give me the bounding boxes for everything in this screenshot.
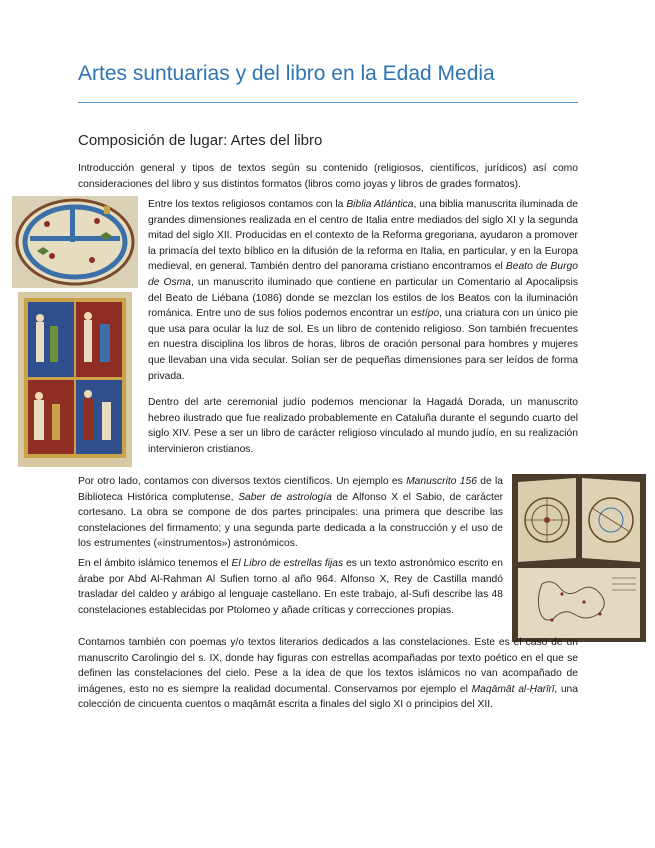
section-heading: Composición de lugar: Artes del libro bbox=[78, 132, 323, 149]
beato-burgo-osma-title: Beato de Burgo de Osma bbox=[148, 261, 578, 288]
libro-estrellas-fijas-title: El Libro de estrellas fijas bbox=[231, 558, 344, 569]
scientific-texts-paragraph bbox=[78, 474, 503, 552]
religious-text-1: Entre los textos religiosos contamos con la bbox=[148, 199, 347, 210]
maqamat-title: Maqāmāt al-Ḥarīrī bbox=[471, 683, 555, 695]
manuscrito-156-title: Manuscrito 156 bbox=[406, 476, 477, 487]
islamic-text-2: es un texto astronómico escrito en árabe por Abd Al-Rahman Al Sufien torno al año 964. Alfonso X, Rey de Castilla mandó trasladar del caldeo y arábigo al lenguaje castellano. En este trabajo, al-Sufi describe las 48 constelaciones establecidas por Ptolomeo y añade críticas y correcciones propias. bbox=[78, 558, 503, 616]
science-text-1: Por otro lado, contamos con diversos textos científicos. Un ejemplo es bbox=[78, 476, 407, 487]
intro-paragraph: Introducción general y tipos de textos según su contenido (religiosos, científicos, jurídicos) así como consideraciones del libro y sus distintos formatos (libros como joyas y libros de grades formatos). bbox=[78, 163, 578, 190]
literary-texts-paragraph bbox=[78, 635, 578, 713]
islamic-text-1: En el ámbito islámico tenemos el bbox=[78, 558, 232, 569]
astronomy-manuscript-illustration bbox=[512, 474, 646, 642]
religious-text-3: , un manuscrito iluminado que contiene en particular un Comentario al Apocalipsis del Beato de Liébana (1086) donde se mezclan los estilos de los Beatos con la iluminación románica. Entre uno de sus folios podemos encontrar un bbox=[148, 276, 578, 320]
science-text-3: de Alfonso X el Sabio, de carácter cortesano. La obra se compone de dos partes principales: una primera que describe las constelaciones del firmamento; y una segunda parte dedicada a la construcción y el uso de los estrumentes («instrumentos») astronómicos. bbox=[78, 491, 503, 550]
religious-text-4: , una criatura con un único pie que usa para ocular la luz de sol. Es un libro de contenido religioso. Son también frecuentes en nuestra disciplina los libros de horas, libros de oración personal para hombres y mujeres que llevaban una vida secular. Solían ser de pequeñas dimensiones para ser leídos de forma privada. bbox=[148, 308, 579, 382]
poems-text-1: Contamos también con poemas y/o textos literarios dedicados a las constelaciones. Este es el caso de un manuscrito Carolingio del s. IX, donde hay figuras con estrellas acompañadas por texto poético en el que se definen las constelaciones del cielo. Pese a la idea de que los textos islámicos no van acompañado de imágenes, esto no es siempre la realidad documental. Conservamos por ejemplo el bbox=[78, 637, 578, 695]
biblia-atlantica-title: Biblia Atlántica bbox=[346, 199, 414, 210]
religious-text-2: , una biblia manuscrita iluminada de grandes dimensiones realizada en el centro de Italia entre mediados del siglo XI y la segunda mitad del siglo XII. Producidas en el contexto de la Reforma gregoriana, ayudaron a promover la primacía del texto bíblico en la difusión de la reforma en Italia, en particular, y en la Europa medieval, en general. También dentro del panorama cristiano encontramos el bbox=[148, 199, 578, 273]
beatus-map-illustration bbox=[12, 196, 138, 288]
islamic-texts-paragraph bbox=[78, 556, 503, 618]
page-title: Artes suntuarias y del libro en la Edad Media bbox=[78, 62, 495, 85]
saber-astrologia-title: Saber de astrología bbox=[238, 491, 332, 503]
jewish-ceremonial-paragraph: Dentro del arte ceremonial judío podemos mencionar la Hagadá Dorada, un manuscrito hebreo ilustrado que fue realizado probablemente en Cataluña durante el segundo cuarto del siglo XIV. Pese a ser un libro de carácter religioso vinculado al mundo judío, en su realización intervinieron cristianos. bbox=[148, 397, 578, 455]
haggadah-illustration bbox=[18, 292, 132, 467]
title-divider bbox=[78, 102, 578, 103]
religious-texts-paragraph bbox=[148, 197, 578, 384]
poems-text-2: , una colección de cincuenta cuentos o maqāmāt escrita a finales del siglo XI o principios del XII. bbox=[78, 683, 578, 711]
estipo-term: estípo bbox=[411, 308, 440, 320]
science-text-2: de la Biblioteca Histórica complutense, bbox=[78, 476, 503, 503]
